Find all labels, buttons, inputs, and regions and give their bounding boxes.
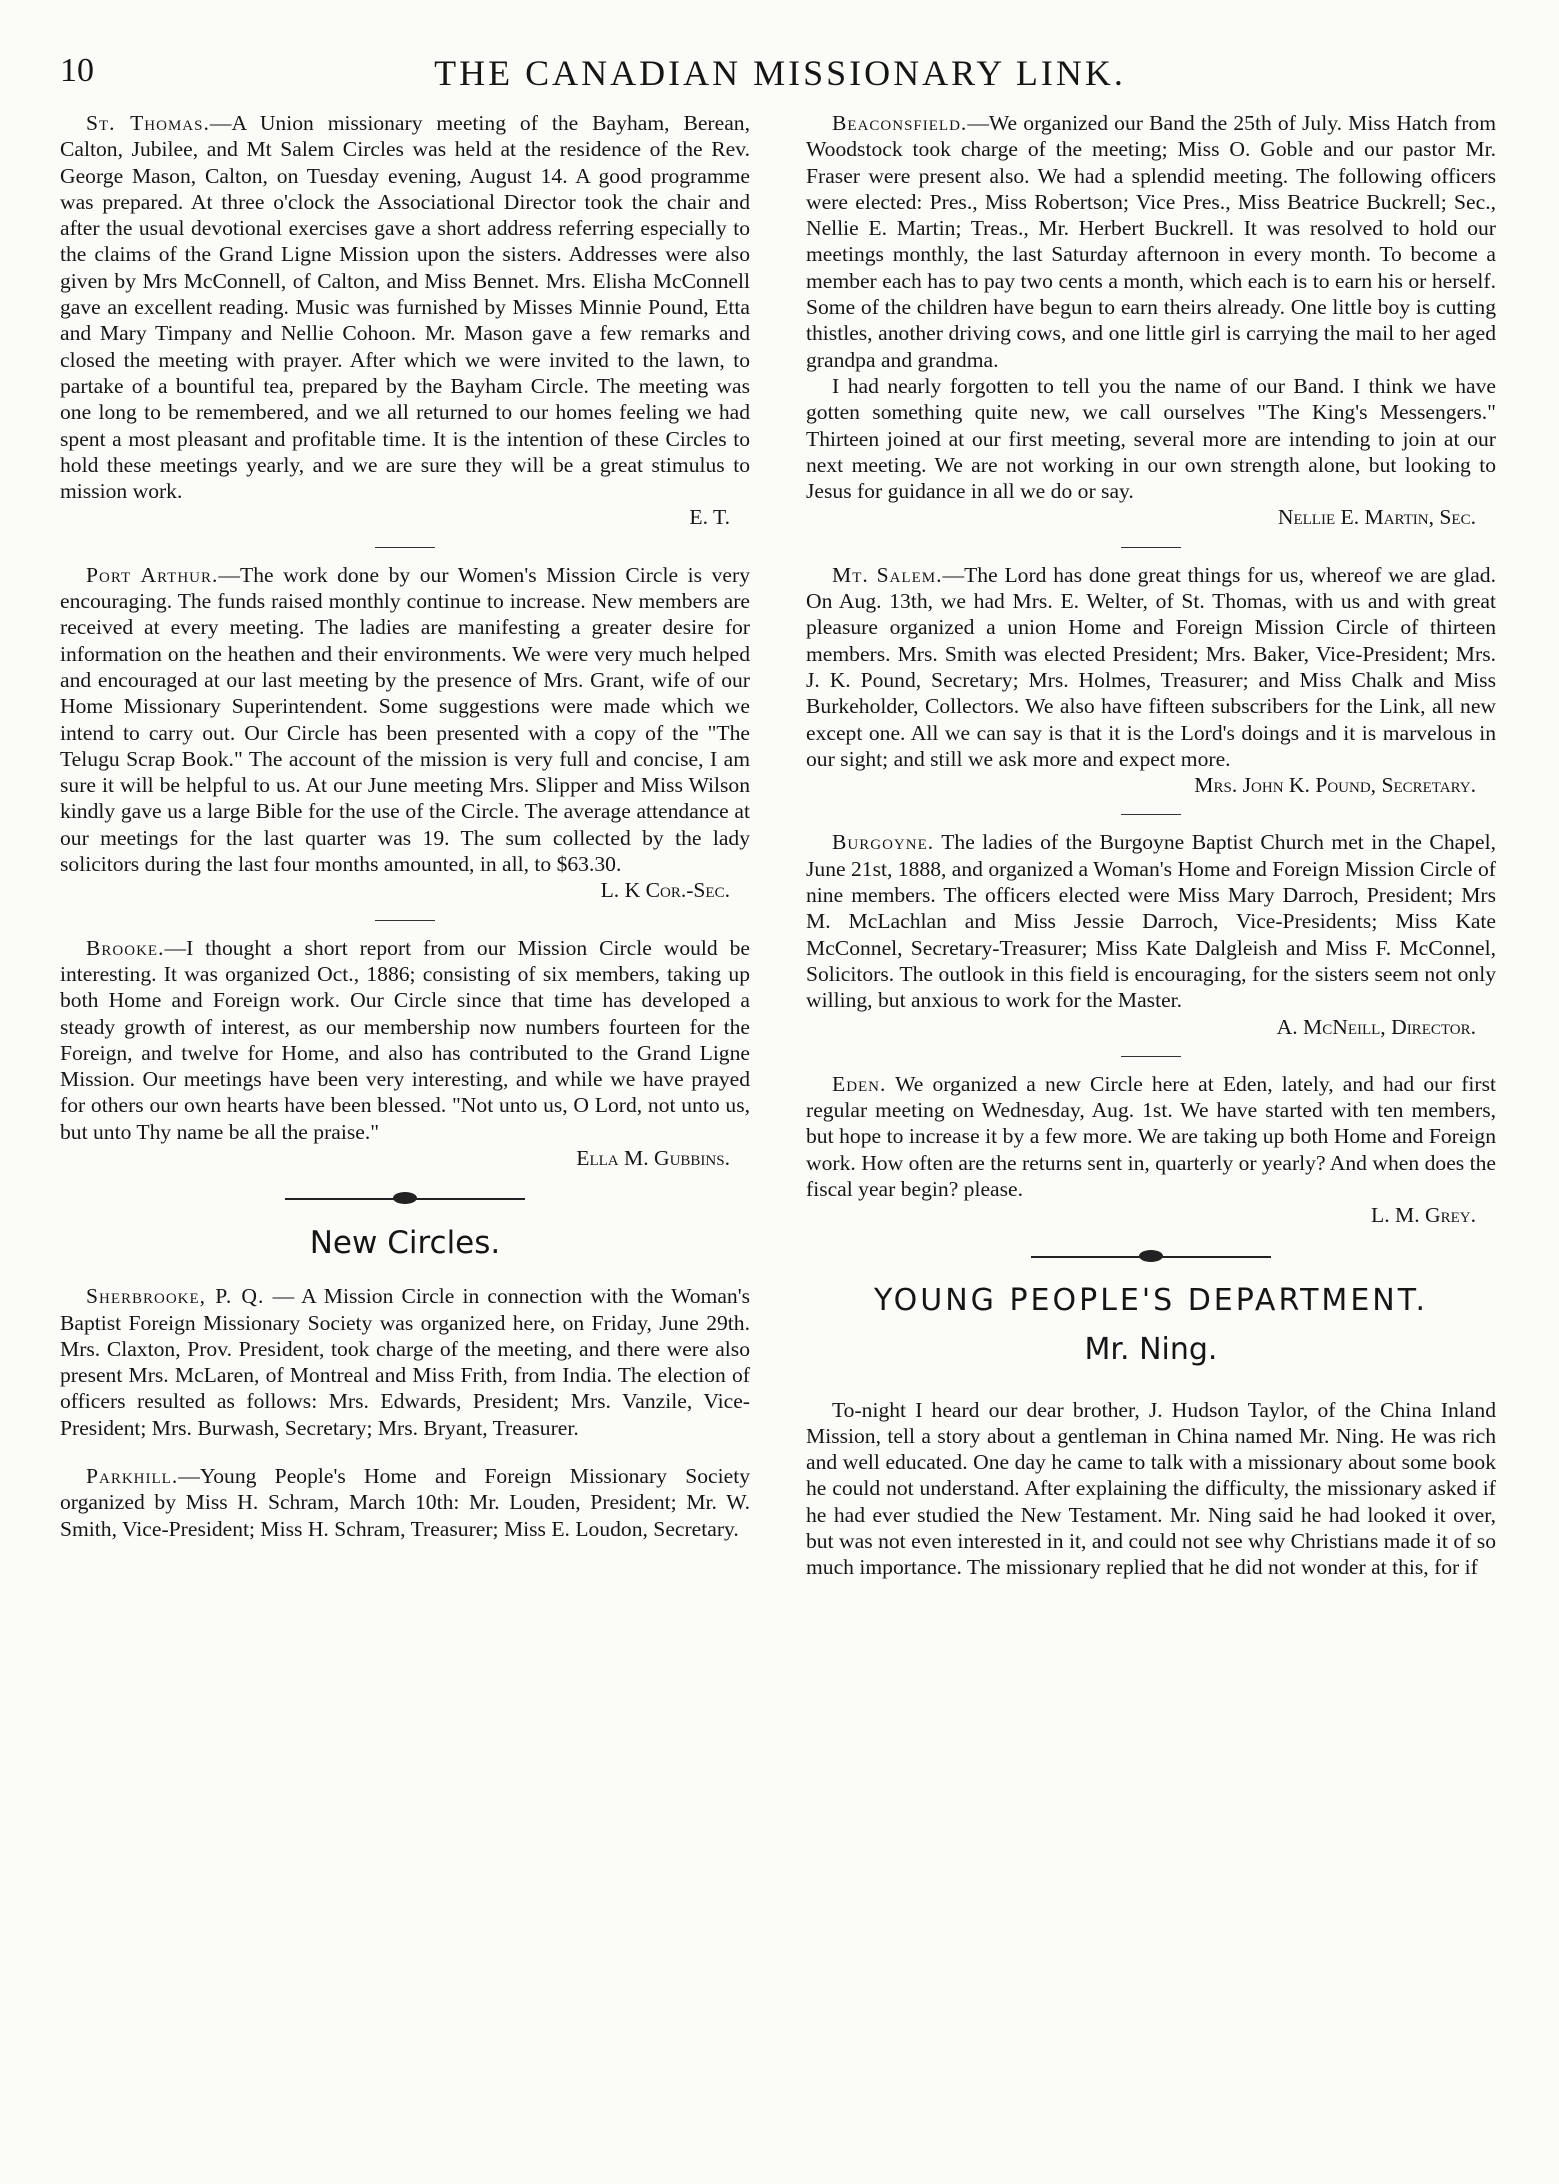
report-lead: Parkhill.	[86, 1464, 179, 1489]
report-mt-salem	[806, 562, 1496, 799]
page-number: 10	[60, 52, 94, 89]
report-body: — A Mission Circle in connection with the Woman's Baptist Foreign Missionary Society was organized here, on Friday, June 29th. Mrs. Claxton, Prov. President, took charge of the meeting, and there were also present Mrs. McLaren, of Montreal and Miss Frith, from India. The election of officers resulted as follows: Mrs. Edwards, President; Mrs. Vanzile, Vice-President; Mrs. Burwash, Secretary; Mrs. Bryant, Treasurer.	[60, 1284, 750, 1440]
report-lead: Port Arthur.	[86, 562, 219, 587]
journal-title: THE CANADIAN MISSIONARY LINK.	[434, 53, 1126, 93]
report-signature: A. McNeill, Director.	[1276, 1014, 1476, 1039]
page-header	[60, 52, 1500, 102]
story-body: To-night I heard our dear brother, J. Hudson Taylor, of the China Inland Mission, tell a story about a gentleman in China named Mr. Ning. He was rich and well educated. One day he came to talk with a missionary about some book he could not understand. After explaining the difficulty, the missionary asked if he had ever studied the New Testament. Mr. Ning said he had looked it over, but was not even interested in it, and could not see why Christians made it of so much importance. The missionary replied that he did not wonder at this, for if	[806, 1397, 1496, 1580]
report-body: —The work done by our Women's Mission Circle is very encouraging. The funds raised monthly continue to increase. New members are received at every meeting. The ladies are manifesting a greater desire for information on the heathen and their environments. We were very much helped and encouraged at our last meeting by the presence of Mrs. Grant, wife of our Home Missionary Superintendent. Some suggestions were made which we intend to carry out. Our Circle has been presented with a copy of the "The Telugu Scrap Book." The account of the mission is very full and concise, I am sure it will be helpful to us. At our June meeting Mrs. Slipper and Miss Wilson kindly gave us a large Bible for the use of the Circle. The average attendance at our meetings for the last quarter was 19. The sum collected by the lady solicitors during the last four months amounted, in all, to $63.30.	[60, 562, 750, 877]
report-lead: Beaconsfield.	[832, 111, 968, 135]
separator-rule	[1121, 547, 1181, 548]
report-beaconsfield-continued	[806, 373, 1496, 531]
report-beaconsfield	[806, 110, 1496, 373]
story-title: Mr. Ning.	[1084, 1331, 1218, 1367]
report-signature: L. M. Grey.	[1371, 1203, 1476, 1228]
report-body: —Young People's Home and Foreign Missionary Society organized by Miss H. Schram, March 10th: Mr. Louden, President; Mr. W. Smith, Vice-President; Miss H. Schram, Treasurer; Miss E. Loudon, Secretary.	[60, 1464, 750, 1541]
section-title-new-circles: New Circles.	[309, 1225, 501, 1262]
report-lead: Mt. Salem.	[832, 562, 943, 587]
report-lead: Sherbrooke, P. Q.	[86, 1284, 265, 1309]
report-lead: Burgoyne.	[832, 830, 935, 855]
report-body: I had nearly forgotten to tell you the name of our Band. I think we have gotten something quite new, we call ourselves "The King's Messengers." Thirteen joined at our first meeting, several more are intending to join at our next meeting. We are not working in our own strength alone, but looking to Jesus for guidance in all we do or say.	[806, 373, 1496, 504]
ornament-divider	[285, 1191, 525, 1207]
report-body: The ladies of the Burgoyne Baptist Church met in the Chapel, June 21st, 1888, and organized a Woman's Home and Foreign Mission Circle of nine members. The officers elected were Miss Mary Darroch, President; Mrs M. McLachlan and Miss Jessie Darroch, Vice-Presidents; Miss Kate McConnel, Secretary-Treasurer; Miss Kate Dalgleish and Miss F. McConnel, Solicitors. The outlook in this field is encouraging, for the sisters seem not only willing, but anxious to work for the Master.	[806, 830, 1496, 1013]
report-lead: Eden.	[832, 1071, 887, 1096]
report-signature: Ella M. Gubbins.	[576, 1145, 730, 1170]
report-body: —We organized our Band the 25th of July. Miss Hatch from Woodstock took charge of the meeting; Miss O. Goble and our pastor Mr. Fraser were present also. We had a splendid meeting. The following officers were elected: Pres., Miss Robertson; Vice Pres., Miss Beatrice Buckrell; Sec., Nellie E. Martin; Treas., Mr. Herbert Buckrell. It was resolved to hold our meetings monthly, the last Saturday afternoon in every month. To become a member each has to pay two cents a month, which each is to earn his or herself. Some of the children have begun to earn theirs already. One little boy is cutting thistles, another driving cows, and one little girl is carrying the mail to her aged grandpa and grandma.	[806, 111, 1496, 372]
report-sherbrooke	[60, 1283, 750, 1441]
report-eden	[806, 1071, 1496, 1229]
report-lead: St. Thomas.	[86, 111, 210, 135]
report-burgoyne	[806, 829, 1496, 1039]
report-body: —The Lord has done great things for us, whereof we are glad. On Aug. 13th, we had Mrs. E. Welter, of St. Thomas, with us and with great pleasure organized a union Home and Foreign Mission Circle of thirteen members. Mrs. Smith was elected President; Mrs. Baker, Vice-President; Mrs. J. K. Pound, Secretary; Mrs. Holmes, Treasurer; and Miss Chalk and Miss Burkeholder, Collectors. We also have fifteen subscribers for the Link, all new except one. All we can say is that it is the Lord's doings and it is marvelous in our sight; and still we ask more and expect more.	[806, 562, 1496, 771]
report-signature: E. T.	[689, 505, 730, 530]
report-brooke	[60, 935, 750, 1172]
report-port-arthur	[60, 562, 750, 904]
right-column	[806, 110, 1496, 1581]
report-parkhill	[60, 1463, 750, 1542]
separator-rule	[375, 547, 435, 548]
separator-rule	[1121, 1056, 1181, 1057]
report-signature: Mrs. John K. Pound, Secretary.	[1194, 773, 1476, 798]
report-body: We organized a new Circle here at Eden, lately, and had our first regular meeting on Wednesday, Aug. 1st. We have started with ten members, but hope to increase it by a few more. We are taking up both Home and Foreign work. How often are the returns sent in, quarterly or yearly? And when does the fiscal year begin? please.	[806, 1071, 1496, 1201]
left-column	[60, 110, 750, 1542]
separator-rule	[375, 920, 435, 921]
ornament-divider	[1031, 1249, 1271, 1265]
report-st-thomas	[60, 110, 750, 531]
report-body: —A Union missionary meeting of the Bayham, Berean, Calton, Jubilee, and Mt Salem Circles was held at the residence of the Rev. George Mason, Calton, on Tuesday evening, August 14. A good programme was prepared. At three o'clock the Associational Director took the chair and after the usual devotional exercises gave a short address referring especially to the claims of the Grand Ligne Mission upon the sisters. Addresses were also given by Mrs McConnell, of Calton, and Miss Bennet. Mrs. Elisha McConnell gave an excellent reading. Music was furnished by Misses Minnie Pound, Etta and Mary Timpany and Nellie Cohoon. Mr. Mason gave a few remarks and closed the meeting with prayer. After which we were invited to the lawn, to partake of a bountiful tea, prepared by the Bayham Circle. The meeting was one long to be remembered, and we all returned to our homes feeling we had spent a most pleasant and profitable time. It is the intention of these Circles to hold these meetings yearly, and we are sure they will be a great stimulus to mission work.	[60, 111, 750, 504]
report-signature: Nellie E. Martin, Sec.	[1277, 505, 1476, 530]
report-signature: L. K Cor.-Sec.	[600, 878, 730, 903]
separator-rule	[1121, 814, 1181, 815]
report-body: —I thought a short report from our Mission Circle would be interesting. It was organized Oct., 1886; consisting of six members, taking up both Home and Foreign work. Our Circle since that time has developed a steady growth of interest, as our membership now numbers fourteen for the Foreign, and twelve for Home, and also has contributed to the Grand Ligne Mission. Our meetings have been very interesting, and while we have prayed for others our own hearts have been blessed. "Not unto us, O Lord, not unto us, but unto Thy name be all the praise."	[60, 935, 750, 1144]
report-lead: Brooke.	[86, 935, 165, 960]
department-title: YOUNG PEOPLE'S DEPARTMENT.	[873, 1282, 1429, 1318]
